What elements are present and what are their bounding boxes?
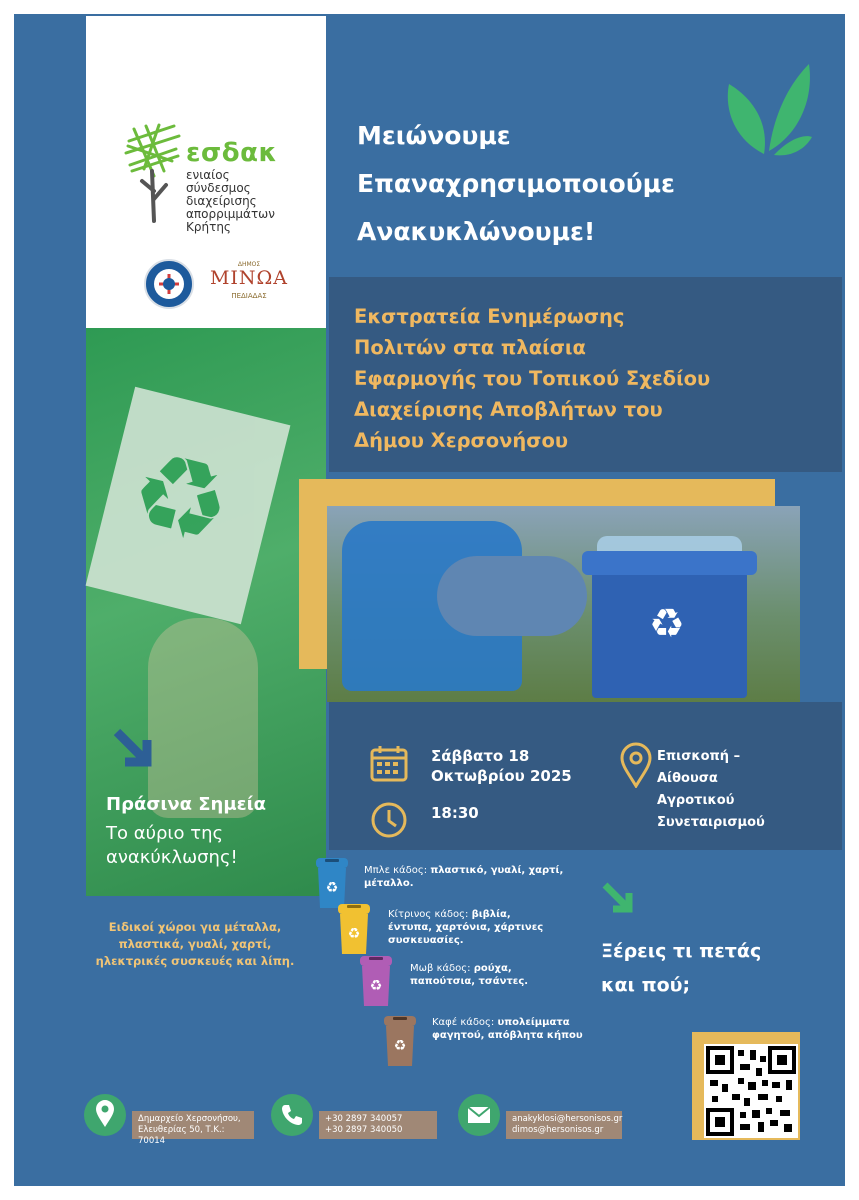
footer-email[interactable]: dimos@hersonisos.gr xyxy=(512,1125,604,1135)
yellow-bin-icon xyxy=(336,902,372,956)
bin-item-purple xyxy=(358,954,394,1012)
esdak-subtitle-line: διαχείρισης xyxy=(186,194,257,208)
footer-phone[interactable]: +30 2897 340057 xyxy=(325,1114,403,1124)
email-circle xyxy=(458,1094,500,1136)
campaign-line: Εφαρμογής του Τοπικού Σχεδίου xyxy=(354,367,711,390)
event-location-line: Αίθουσα xyxy=(657,771,718,786)
recycle-card xyxy=(86,387,291,625)
footer-phones xyxy=(319,1111,437,1139)
footer-phone[interactable]: +30 2897 340050 xyxy=(325,1125,403,1135)
event-time: 18:30 xyxy=(431,804,479,822)
esdak-subtitle-line: Κρήτης xyxy=(186,220,231,234)
bins-list xyxy=(314,856,614,1086)
svg-text:♻: ♻ xyxy=(393,1038,407,1054)
phone-icon xyxy=(271,1094,313,1136)
bin-item-yellow xyxy=(336,902,372,960)
calendar-icon xyxy=(369,744,409,784)
municipality-seal-icon xyxy=(144,259,194,309)
recycling-photo xyxy=(327,506,800,702)
esdak-subtitle-line: απορριμμάτων xyxy=(186,207,275,221)
svg-text:♻: ♻ xyxy=(347,926,361,942)
svg-text:♻: ♻ xyxy=(325,880,339,896)
bin-item-brown xyxy=(382,1014,418,1072)
bin-color-name: Μπλε κάδος: xyxy=(364,865,428,876)
campaign-text xyxy=(354,301,824,456)
bin-label-yellow xyxy=(388,908,548,947)
event-location-line: Αγροτικού xyxy=(657,793,735,808)
arrow-down-right-icon xyxy=(599,879,639,919)
green-points-subtitle: Το αύριο της ανακύκλωσης! xyxy=(106,823,238,868)
phone-circle xyxy=(271,1094,313,1136)
question-line: Ξέρεις τι πετάς xyxy=(601,940,762,962)
question-text xyxy=(601,934,761,1002)
person-jeans xyxy=(437,556,587,636)
map-pin-icon xyxy=(84,1094,126,1136)
headline xyxy=(357,112,675,256)
headline-line: Μειώνουμε xyxy=(357,121,511,150)
campaign-line: Διαχείρισης Αποβλήτων του xyxy=(354,398,663,421)
recycle-icon: ♻ xyxy=(649,601,685,647)
esdak-subtitle-line: ενιαίος xyxy=(186,168,230,182)
campaign-box xyxy=(329,277,842,472)
campaign-line: Δήμου Χερσονήσου xyxy=(354,429,569,452)
campaign-line: Πολιτών στα πλαίσια xyxy=(354,336,586,359)
poster xyxy=(14,14,845,1186)
esdak-subtitle xyxy=(186,169,326,234)
event-location-line: Συνεταιρισμού xyxy=(657,815,765,830)
question-line: και πού; xyxy=(601,974,691,996)
bin-label-blue xyxy=(364,864,574,890)
bin-label-brown xyxy=(432,1016,592,1042)
svg-text:♻: ♻ xyxy=(369,978,383,994)
hand-image xyxy=(148,618,258,818)
footer-emails xyxy=(506,1111,622,1139)
minoa-bottom-text: ΠΕΔΙΑΔΑΣ xyxy=(231,292,267,300)
logo-panel xyxy=(86,16,326,328)
bin-color-name: Μωβ κάδος: xyxy=(410,963,471,974)
recycle-icon: ♻ xyxy=(117,424,245,573)
bin-text: ρούχα, παπούτσια, τσάντες. xyxy=(410,963,529,987)
footer-email[interactable]: anakyklosi@hersonisos.gr xyxy=(512,1114,623,1124)
purple-bin-icon xyxy=(358,954,394,1008)
minoa-logo xyxy=(204,261,294,305)
campaign-line: Εκστρατεία Ενημέρωσης xyxy=(354,305,625,328)
headline-line: Επαναχρησιμοποιούμε xyxy=(357,169,675,198)
esdak-subtitle-line: σύνδεσμος xyxy=(186,181,251,195)
event-date xyxy=(431,746,572,786)
footer-address-line: Ελευθερίας 50, Τ.Κ.: 70014 xyxy=(138,1125,225,1146)
qr-code-icon[interactable] xyxy=(704,1044,798,1138)
headline-line: Ανακυκλώνουμε! xyxy=(357,217,596,246)
esdak-tree-logo-icon xyxy=(124,121,184,226)
event-date-line1: Σάββατο 18 xyxy=(431,747,530,765)
footer-address xyxy=(132,1111,254,1146)
green-points-title: Πράσινα Σημεία xyxy=(106,794,266,815)
minoa-name: ΜΙΝΩΑ xyxy=(209,267,289,289)
brown-bin-icon xyxy=(382,1014,418,1068)
bin-text: πλαστικό, γυαλί, χαρτί, μέταλλο. xyxy=(364,865,564,889)
bin-color-name: Κίτρινος κάδος: xyxy=(388,909,469,920)
event-location-line: Επισκοπή – xyxy=(657,749,741,764)
envelope-icon xyxy=(458,1094,500,1136)
event-info-box xyxy=(329,702,842,850)
arrow-down-right-icon xyxy=(109,724,159,774)
esdak-name: εσδακ xyxy=(186,138,278,168)
bin-text: βιβλία, έντυπα, χαρτόνια, χάρτινες συσκευασίες. xyxy=(388,909,544,946)
minoa-top-text: ΔΗΜΟΣ xyxy=(237,261,261,268)
location-pin-icon xyxy=(619,742,653,788)
bin-text: υπολείμματα φαγητού, απόβλητα κήπου xyxy=(432,1017,583,1041)
footer-address-line: Δημαρχείο Χερσονήσου, xyxy=(138,1114,241,1124)
clock-icon xyxy=(369,800,409,840)
event-location xyxy=(657,746,765,834)
event-date-line2: Οκτωβρίου 2025 xyxy=(431,767,572,785)
leaves-icon xyxy=(724,59,814,159)
bin-label-purple xyxy=(410,962,570,988)
bin-lid xyxy=(582,551,757,575)
special-areas-text: Ειδικοί χώροι για μέταλλα, πλαστικά, γυαλί, χαρτί, ηλεκτρικές συσκευές και λίπη. xyxy=(95,920,295,968)
bin-color-name: Καφέ κάδος: xyxy=(432,1017,495,1028)
address-pin-circle xyxy=(84,1094,126,1136)
